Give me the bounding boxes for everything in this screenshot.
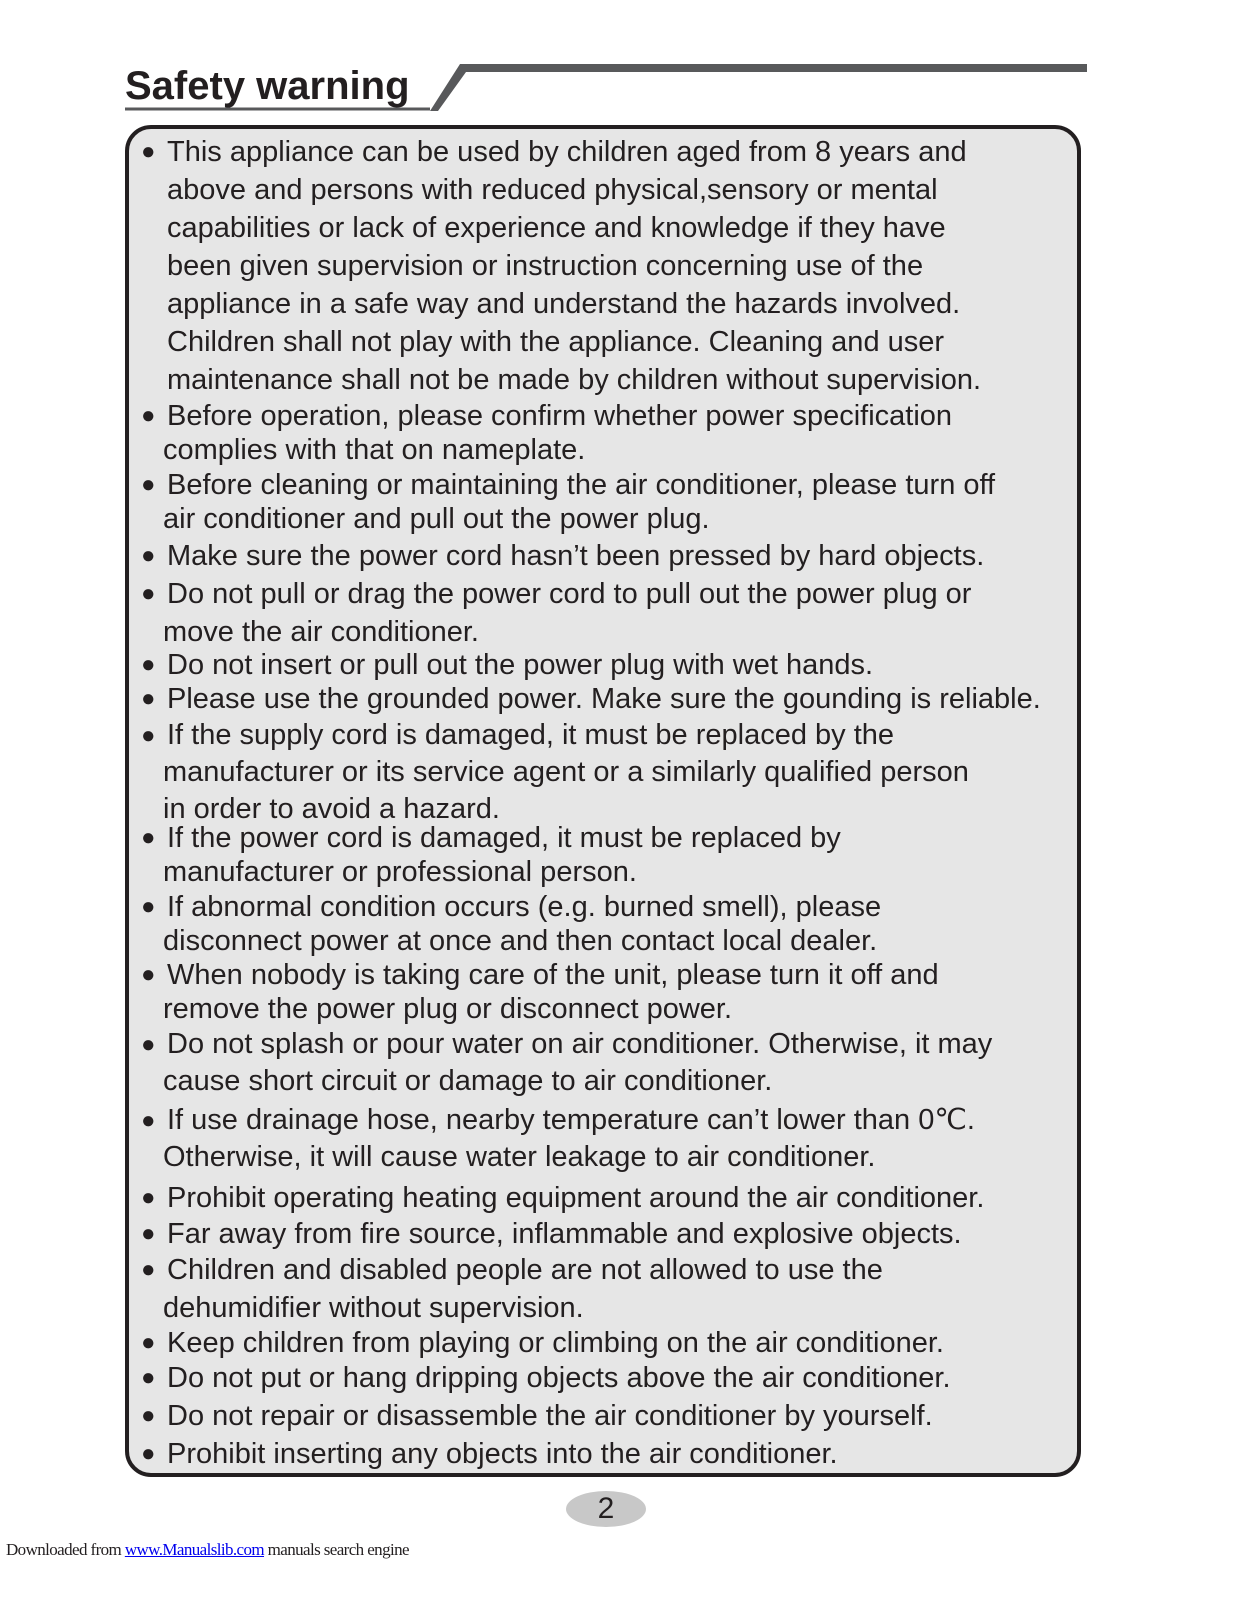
warning-text-line: appliance in a safe way and understand the hazards involved. (167, 288, 961, 320)
warning-text-line: Prohibit operating heating equipment around the air conditioner. (167, 1182, 985, 1214)
warning-text-line: Prohibit inserting any objects into the air conditioner. (167, 1438, 838, 1470)
warning-item (141, 1397, 1091, 1435)
warning-text-line: Make sure the power cord hasn’t been pressed by hard objects. (167, 540, 985, 572)
warning-item (141, 1324, 1091, 1362)
warning-item (141, 717, 1091, 828)
bullet-icon: ● (141, 542, 156, 569)
warning-text-line: capabilities or lack of experience and knowledge if they have (167, 212, 946, 244)
bullet-icon: ● (141, 1402, 156, 1429)
footer-note (6, 1540, 409, 1560)
page-number: 2 (597, 1492, 615, 1525)
footer-link[interactable]: www.Manualslib.com (124, 1540, 265, 1559)
warning-text-line: move the air conditioner. (163, 616, 479, 648)
warning-text-line: If the supply cord is damaged, it must be replaced by the (167, 719, 895, 751)
warning-text-line: Keep children from playing or climbing on the air conditioner. (167, 1327, 944, 1359)
warning-text-line: Do not pull or drag the power cord to pull out the power plug or (167, 578, 972, 610)
warning-item (141, 1359, 1091, 1397)
warning-text-line: manufacturer or professional person. (163, 856, 637, 888)
footer-prefix: Downloaded from (6, 1540, 125, 1559)
warning-item (141, 1435, 1091, 1473)
bullet-icon: ● (141, 651, 156, 678)
warning-item (141, 537, 1091, 575)
bullet-icon: ● (141, 1107, 156, 1134)
warning-text-line: Do not put or hang dripping objects above the air conditioner. (167, 1362, 951, 1394)
warning-text-line: Children shall not play with the appliance. Cleaning and user (167, 326, 945, 358)
warning-item (141, 1215, 1091, 1253)
bullet-icon: ● (141, 1440, 156, 1467)
warning-item (141, 1026, 1091, 1100)
footer-suffix: manuals search engine (264, 1540, 409, 1559)
bullet-icon: ● (141, 1364, 156, 1391)
warning-text-line: manufacturer or its service agent or a similarly qualified person (163, 756, 969, 788)
bullet-icon: ● (141, 402, 156, 429)
warning-text-line: Before operation, please confirm whether power specification (167, 400, 953, 432)
warning-text-line: When nobody is taking care of the unit, please turn it off and (167, 959, 939, 991)
bullet-icon: ● (141, 893, 156, 920)
warning-text-line: Do not repair or disassemble the air conditioner by yourself. (167, 1400, 933, 1432)
warning-item (141, 468, 1091, 536)
warning-item (141, 575, 1091, 651)
warning-item (141, 958, 1091, 1026)
bullet-icon: ● (141, 1220, 156, 1247)
warning-text-line: been given supervision or instruction concerning use of the (167, 250, 924, 282)
page-title: Safety warning (125, 64, 410, 108)
warning-text-line: in order to avoid a hazard. (163, 793, 500, 825)
bullet-icon: ● (141, 824, 156, 851)
warning-text-line: If use drainage hose, nearby temperature can’t lower than 0℃. (167, 1104, 975, 1136)
warning-item (141, 133, 1091, 399)
warning-text-line: Do not splash or pour water on air conditioner. Otherwise, it may (167, 1028, 993, 1060)
warning-text-line: Please use the grounded power. Make sure the gounding is reliable. (167, 683, 1041, 715)
warning-text-line: complies with that on nameplate. (163, 434, 586, 466)
warning-item (141, 680, 1091, 718)
warning-item (141, 890, 1091, 958)
warning-text-line: cause short circuit or damage to air conditioner. (163, 1065, 773, 1097)
bullet-icon: ● (141, 685, 156, 712)
warning-text-line: air conditioner and pull out the power plug. (163, 503, 710, 535)
warning-text-line: above and persons with reduced physical,sensory or mental (167, 174, 938, 206)
bullet-icon: ● (141, 1031, 156, 1058)
bullet-icon: ● (141, 961, 156, 988)
warning-text-line: If the power cord is damaged, it must be replaced by (167, 822, 841, 854)
bullet-icon: ● (141, 1184, 156, 1211)
warning-text-line: Before cleaning or maintaining the air conditioner, please turn off (167, 469, 996, 501)
bullet-icon: ● (141, 722, 156, 749)
warning-text-line: Do not insert or pull out the power plug with wet hands. (167, 649, 874, 681)
bullet-icon: ● (141, 1256, 156, 1283)
warnings-panel (125, 125, 1081, 1477)
warning-text-line: Children and disabled people are not allowed to use the (167, 1254, 883, 1286)
bullet-icon: ● (141, 580, 156, 607)
warning-item (141, 821, 1091, 889)
warning-item (141, 1102, 1091, 1176)
warning-text-line: If abnormal condition occurs (e.g. burned smell), please (167, 891, 882, 923)
warning-item (141, 646, 1091, 684)
warning-text-line: Far away from fire source, inflammable and explosive objects. (167, 1218, 962, 1250)
bullet-icon: ● (141, 1329, 156, 1356)
bullet-icon: ● (141, 471, 156, 498)
warning-text-line: disconnect power at once and then contact local dealer. (163, 925, 878, 957)
warning-text-line: This appliance can be used by children aged from 8 years and (167, 136, 967, 168)
warning-text-line: Otherwise, it will cause water leakage to air conditioner. (163, 1141, 876, 1173)
warning-item (141, 399, 1091, 467)
section-header (125, 58, 1087, 114)
warning-text-line: remove the power plug or disconnect power. (163, 993, 733, 1025)
warning-item (141, 1179, 1091, 1217)
warning-item (141, 1251, 1091, 1327)
bullet-icon: ● (141, 138, 156, 165)
warning-text-line: dehumidifier without supervision. (163, 1292, 584, 1324)
warning-text-line: maintenance shall not be made by children without supervision. (167, 364, 982, 396)
